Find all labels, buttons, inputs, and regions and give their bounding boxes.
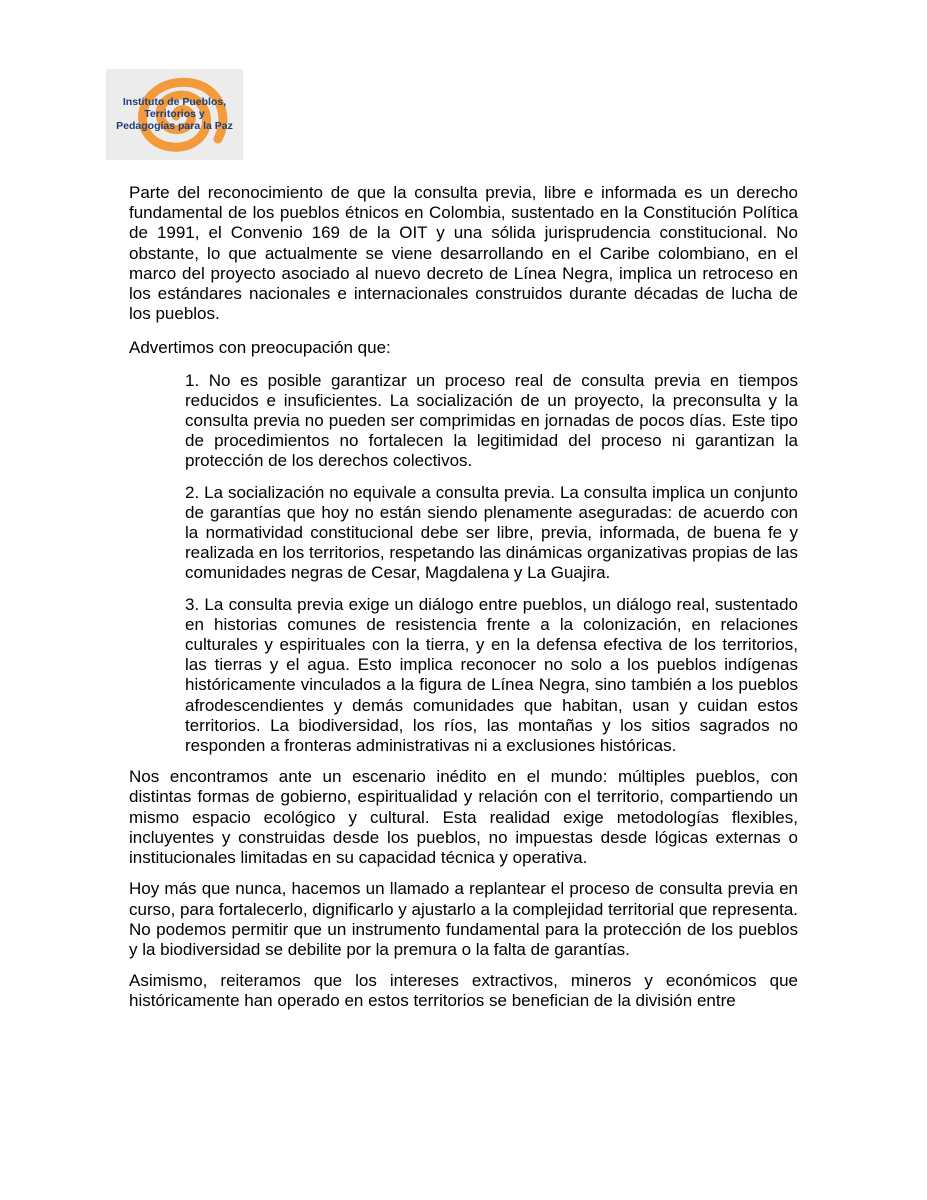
list-item: 2. La socialización no equivale a consulta previa. La consulta implica un conjunto de garantías que hoy no están siendo plenamente aseguradas: de acuerdo con la normatividad constitucional debe ser libre, previa, informada, de buena fe y realizada en los territorios, respetando las dinámicas organizativas propias de las comunidades negras de Cesar, Magdalena y La Guajira.: [185, 482, 798, 583]
list-item: 1. No es posible garantizar un proceso real de consulta previa en tiempos reducidos e insuficientes. La socialización de un proyecto, la preconsulta y la consulta previa no pueden ser comprimidas en jornadas de pocos días. Este tipo de procedimientos no fortalecen la legitimidad del proceso ni garantizan la protección de los derechos colectivos.: [185, 370, 798, 471]
paragraph-3: Hoy más que nunca, hacemos un llamado a replantear el proceso de consulta previa en curso, para fortalecerlo, dignificarlo y ajustarlo a la complejidad territorial que representa. No podemos permitir que un instrumento fundamental para la protección de los pueblos y la biodiversidad se debilite por la premura o la falta de garantías.: [129, 879, 799, 959]
institute-logo: [106, 69, 243, 160]
logo-line-1: Instituto de Pueblos,: [122, 96, 227, 108]
paragraph-1: Parte del reconocimiento de que la consulta previa, libre e informada es un derecho fundamental de los pueblos étnicos en Colombia, sustentado en la Constitución Política de 1991, el Convenio 169 de la OIT y una sólida jurisprudencia constitucional. No obstante, lo que actualmente se viene desarrollando en el Caribe colombiano, en el marco del proyecto asociado al nuevo decreto de Línea Negra, implica un retroceso en los estándares nacionales e internacionales construidos durante décadas de lucha de los pueblos.: [129, 183, 798, 324]
list-item: 3. La consulta previa exige un diálogo entre pueblos, un diálogo real, sustentado en historias comunes de resistencia frente a la colonización, en relaciones culturales y espirituales con la tierra, y en la defensa efectiva de los territorios, las tierras y el agua. Esto implica reconocer no solo a los pueblos indígenas históricamente vinculados a la figura de Línea Negra, sino también a los pueblos afrodescendientes y demás comunidades que habitan, usan y cuidan estos territorios. La biodiversidad, los ríos, las montañas y los sitios sagrados no responden a fronteras administrativas ni a exclusiones históricas.: [185, 594, 798, 756]
document-body: [129, 183, 798, 1023]
logo-text: [106, 96, 243, 132]
lead-sentence: Advertimos con preocupación que:: [129, 338, 391, 358]
logo-line-3: Pedagogías para la Paz: [116, 120, 233, 132]
paragraph-2: Nos encontramos ante un escenario inédito en el mundo: múltiples pueblos, con distintas formas de gobierno, espiritualidad y relación con el territorio, compartiendo un mismo espacio ecológico y cultural. Esta realidad exige metodologías flexibles, incluyentes y construidas desde los pueblos, no impuestas desde lógicas externas o institucionales limitadas en su capacidad técnica y operativa.: [129, 767, 798, 868]
paragraph-4: Asimismo, reiteramos que los intereses extractivos, mineros y económicos que históricamente han operado en estos territorios se benefician de la división entre: [129, 971, 798, 1011]
logo-line-2: Territorios y: [144, 108, 205, 120]
